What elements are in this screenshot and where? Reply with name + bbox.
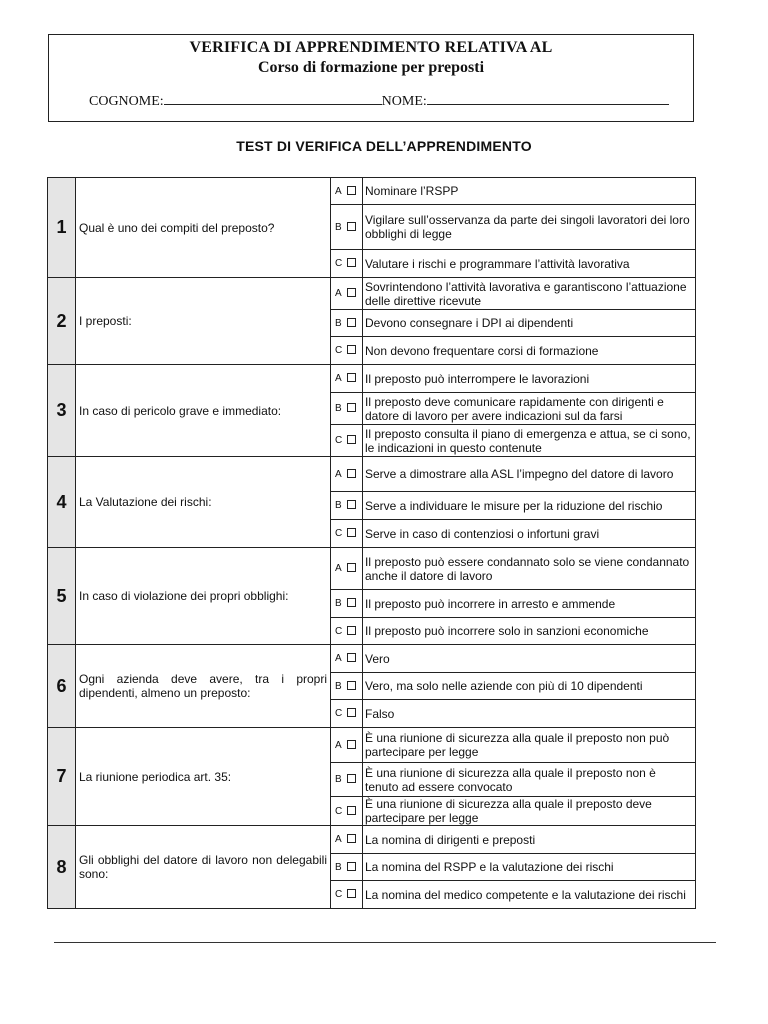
option-letter: B: [335, 317, 342, 329]
option-letter: A: [335, 185, 342, 197]
header-box: [48, 34, 694, 122]
option-row: [48, 826, 696, 854]
document-subtitle: Corso di formazione per preposti: [257, 59, 485, 76]
checkbox-icon[interactable]: [347, 563, 356, 572]
checkbox-icon[interactable]: [347, 708, 356, 717]
option-b-checkbox[interactable]: [331, 310, 363, 337]
option-letter: C: [335, 805, 343, 817]
option-letter: B: [335, 598, 342, 609]
question-number: 8: [48, 826, 76, 909]
option-a-checkbox[interactable]: [331, 728, 363, 763]
checkbox-icon[interactable]: [347, 626, 356, 635]
option-row: [48, 548, 696, 590]
option-text: È una riunione di sicurezza alla quale il preposto non può partecipare per legge: [363, 728, 696, 763]
checkbox-icon[interactable]: [347, 774, 356, 783]
option-letter: C: [335, 258, 343, 269]
option-b-checkbox[interactable]: [331, 590, 363, 618]
option-text: La nomina di dirigenti e preposti: [363, 826, 696, 854]
question-text: Qual è uno dei compiti del preposto?: [76, 178, 331, 278]
option-letter: B: [335, 861, 342, 873]
option-a-checkbox[interactable]: [331, 548, 363, 590]
option-b-checkbox[interactable]: [331, 205, 363, 250]
option-text: Il preposto può incorrere in arresto e ammende: [363, 590, 696, 618]
question-number: 3: [48, 365, 76, 457]
option-row: [48, 365, 696, 393]
name-field[interactable]: [427, 92, 669, 105]
option-letter: A: [335, 563, 342, 574]
option-letter: C: [335, 625, 343, 637]
option-row: [48, 645, 696, 673]
option-a-checkbox[interactable]: [331, 826, 363, 854]
option-text: Serve a dimostrare alla ASL l’impegno del datore di lavoro: [363, 457, 696, 492]
question-text: Ogni azienda deve avere, tra i propri dipendenti, almeno un preposto:: [76, 645, 331, 728]
question-text: In caso di pericolo grave e immediato:: [76, 365, 331, 457]
checkbox-icon[interactable]: [347, 373, 356, 382]
option-text: È una riunione di sicurezza alla quale il preposto non è tenuto ad essere convocato: [363, 763, 696, 797]
option-letter: C: [335, 708, 343, 719]
option-text: Vero: [363, 645, 696, 673]
option-letter: B: [335, 774, 342, 785]
option-letter: C: [335, 435, 343, 446]
option-letter: A: [335, 288, 342, 299]
option-letter: C: [335, 345, 343, 356]
option-c-checkbox[interactable]: [331, 797, 363, 826]
option-letter: C: [335, 889, 343, 900]
checkbox-icon[interactable]: [347, 500, 356, 509]
quiz-table: [47, 177, 696, 909]
option-b-checkbox[interactable]: [331, 673, 363, 700]
surname-label: COGNOME:: [89, 94, 164, 109]
question-number: 6: [48, 645, 76, 728]
checkbox-icon[interactable]: [347, 862, 356, 871]
option-text: Il preposto può interrompere le lavorazioni: [363, 365, 696, 393]
footer-divider: [54, 942, 716, 943]
question-text: I preposti:: [76, 278, 331, 365]
option-b-checkbox[interactable]: [331, 393, 363, 425]
surname-field[interactable]: [164, 92, 382, 105]
option-letter: B: [335, 500, 342, 511]
option-text: Serve in caso di contenziosi o infortuni gravi: [363, 520, 696, 548]
option-text: La nomina del medico competente e la valutazione dei rischi: [363, 881, 696, 909]
option-c-checkbox[interactable]: [331, 700, 363, 728]
option-letter: B: [335, 403, 342, 414]
option-text: Il preposto consulta il piano di emergenza e attua, se ci sono, le indicazioni in questo contenute: [363, 425, 696, 457]
document-title: VERIFICA DI APPRENDIMENTO RELATIVA AL: [189, 39, 553, 56]
option-row: [48, 278, 696, 310]
option-text: Il preposto può incorrere solo in sanzioni economiche: [363, 618, 696, 645]
checkbox-icon[interactable]: [347, 598, 356, 607]
option-text: È una riunione di sicurezza alla quale il preposto deve partecipare per legge: [363, 797, 696, 826]
checkbox-icon[interactable]: [347, 435, 356, 444]
test-title: TEST DI VERIFICA DELL’APPRENDIMENTO: [236, 138, 532, 154]
option-text: Vero, ma solo nelle aziende con più di 10 dipendenti: [363, 673, 696, 700]
option-text: Il preposto può essere condannato solo se viene condannato anche il datore di lavoro: [363, 548, 696, 590]
option-a-checkbox[interactable]: [331, 645, 363, 673]
checkbox-icon[interactable]: [347, 288, 356, 297]
checkbox-icon[interactable]: [347, 403, 356, 412]
option-letter: A: [335, 468, 342, 480]
option-letter: A: [335, 653, 342, 664]
checkbox-icon[interactable]: [347, 740, 356, 749]
checkbox-icon[interactable]: [347, 186, 356, 195]
option-text: Nominare l’RSPP: [363, 178, 696, 205]
option-b-checkbox[interactable]: [331, 854, 363, 881]
option-text: Il preposto deve comunicare rapidamente con dirigenti e datore di lavoro per avere indicazioni sul da farsi: [363, 393, 696, 425]
option-text: Valutare i rischi e programmare l’attività lavorativa: [363, 250, 696, 278]
option-a-checkbox[interactable]: [331, 457, 363, 492]
name-label: NOME:: [381, 94, 427, 109]
checkbox-icon[interactable]: [347, 653, 356, 662]
option-c-checkbox[interactable]: [331, 881, 363, 909]
question-number: 2: [48, 278, 76, 365]
checkbox-icon[interactable]: [347, 258, 356, 267]
option-letter: B: [335, 680, 342, 692]
option-a-checkbox[interactable]: [331, 178, 363, 205]
checkbox-icon[interactable]: [347, 528, 356, 537]
option-row: [48, 457, 696, 492]
checkbox-icon[interactable]: [347, 345, 356, 354]
checkbox-icon[interactable]: [347, 318, 356, 327]
option-letter: C: [335, 528, 343, 539]
option-c-checkbox[interactable]: [331, 337, 363, 365]
option-letter: B: [335, 221, 342, 233]
question-text: Gli obblighi del datore di lavoro non delegabili sono:: [76, 826, 331, 909]
option-b-checkbox[interactable]: [331, 763, 363, 797]
checkbox-icon[interactable]: [347, 889, 356, 898]
option-c-checkbox[interactable]: [331, 520, 363, 548]
option-letter: A: [335, 739, 342, 751]
option-text: Vigilare sull’osservanza da parte dei singoli lavoratori dei loro obblighi di legge: [363, 205, 696, 250]
question-number: 7: [48, 728, 76, 826]
question-text: La Valutazione dei rischi:: [76, 457, 331, 548]
option-letter: A: [335, 373, 342, 384]
option-a-checkbox[interactable]: [331, 278, 363, 310]
option-b-checkbox[interactable]: [331, 492, 363, 520]
question-number: 5: [48, 548, 76, 645]
option-letter: A: [335, 834, 342, 845]
option-text: Devono consegnare i DPI ai dipendenti: [363, 310, 696, 337]
checkbox-icon[interactable]: [347, 469, 356, 478]
option-c-checkbox[interactable]: [331, 618, 363, 645]
question-number: 1: [48, 178, 76, 278]
option-c-checkbox[interactable]: [331, 250, 363, 278]
checkbox-icon[interactable]: [347, 681, 356, 690]
checkbox-icon[interactable]: [347, 806, 356, 815]
checkbox-icon[interactable]: [347, 222, 356, 231]
question-number: 4: [48, 457, 76, 548]
option-a-checkbox[interactable]: [331, 365, 363, 393]
option-text: La nomina del RSPP e la valutazione dei rischi: [363, 854, 696, 881]
option-c-checkbox[interactable]: [331, 425, 363, 457]
option-row: [48, 178, 696, 205]
option-text: Non devono frequentare corsi di formazione: [363, 337, 696, 365]
question-text: La riunione periodica art. 35:: [76, 728, 331, 826]
name-fields: [89, 92, 669, 110]
option-row: [48, 728, 696, 763]
checkbox-icon[interactable]: [347, 834, 356, 843]
option-text: Serve a individuare le misure per la riduzione del rischio: [363, 492, 696, 520]
option-text: Sovrintendono l’attività lavorativa e garantiscono l’attuazione delle direttive ricevute: [363, 278, 696, 310]
question-text: In caso di violazione dei propri obblighi:: [76, 548, 331, 645]
option-text: Falso: [363, 700, 696, 728]
